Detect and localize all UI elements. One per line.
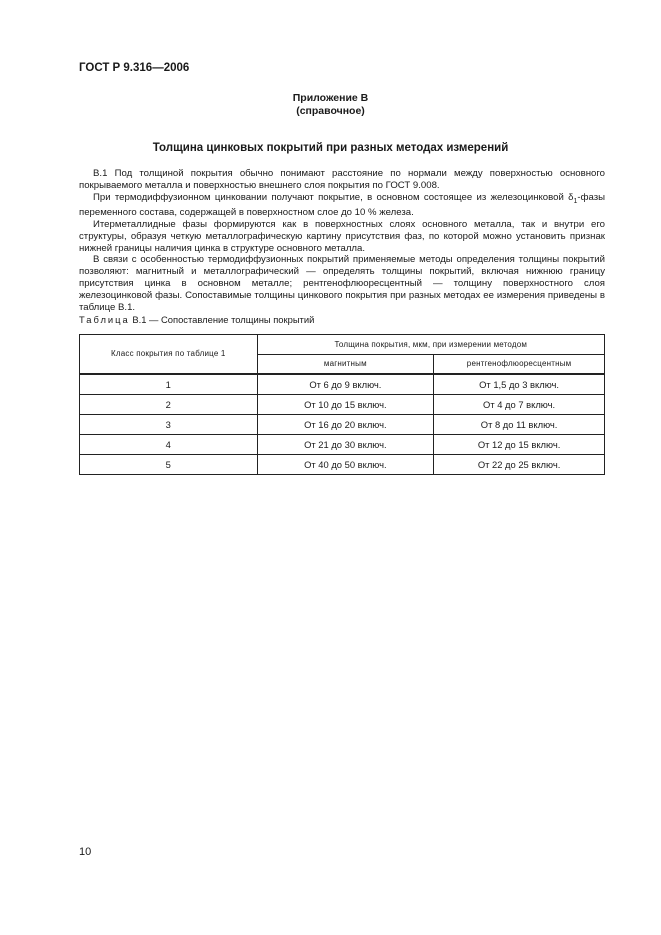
header-thickness: Толщина покрытия, мкм, при измерении методом: [257, 335, 604, 355]
cell-class: 2: [80, 394, 258, 414]
cell-magnetic: От 10 до 15 включ.: [257, 394, 434, 414]
header-class: Класс покрытия по таблице 1: [80, 335, 258, 374]
table-caption: [79, 314, 314, 325]
body-text: [79, 168, 605, 313]
table-row: [80, 394, 605, 414]
cell-class: 1: [80, 374, 258, 395]
paragraph: Итерметаллидные фазы формируются как в поверхностных слоях основного металла, так и внутри его структуры, образуя четкую металлографическую картину присутствия фаз, по которой можно установить признак нижней границы наличия цинка в структуре основного металла.: [79, 219, 605, 254]
annex-title: Приложение В: [292, 92, 369, 104]
header-magnetic: магнитным: [257, 355, 434, 374]
table-row: [80, 434, 605, 454]
paragraph: В связи с особенностью термодиффузионных покрытий применяемые методы определения толщины покрытий позволяют: магнитный и металлографический — определять толщины покрытий, включая нижнюю границу присутствия цинка в основном металле; рентгенофлюоресцентный — толщину поверхностного слоя железоцинковой фазы. Сопоставимые толщины цинкового покрытия при разных методах ее измерения приведены в таблице В.1.: [79, 254, 605, 313]
subscript: 1: [573, 197, 578, 205]
annex-subtitle: (справочное): [296, 105, 365, 117]
page-number: 10: [79, 846, 92, 858]
cell-xrf: От 12 до 15 включ.: [434, 434, 605, 454]
table-row: [80, 414, 605, 434]
cell-class: 3: [80, 414, 258, 434]
cell-magnetic: От 40 до 50 включ.: [257, 454, 434, 474]
cell-xrf: От 4 до 7 включ.: [434, 394, 605, 414]
table-row: [80, 374, 605, 395]
paragraph: [79, 192, 605, 220]
table-caption-label: Таблица: [79, 314, 130, 325]
cell-magnetic: От 16 до 20 включ.: [257, 414, 434, 434]
table-row: [80, 454, 605, 474]
cell-xrf: От 8 до 11 включ.: [434, 414, 605, 434]
cell-class: 4: [80, 434, 258, 454]
cell-magnetic: От 21 до 30 включ.: [257, 434, 434, 454]
cell-xrf: От 1,5 до 3 включ.: [434, 374, 605, 395]
header-xrf: рентгенофлюоресцентным: [434, 355, 605, 374]
table-caption-text: В.1 — Сопоставление толщины покрытий: [132, 314, 315, 325]
cell-magnetic: От 6 до 9 включ.: [257, 374, 434, 395]
paragraph-part: При термодиффузионном цинковании получают покрытие, в основном состоящее из железоцинковой δ: [93, 191, 574, 203]
annex-heading: [0, 92, 661, 118]
section-title: Толщина цинковых покрытий при разных методах измерений: [152, 142, 509, 154]
document-code: ГОСТ Р 9.316—2006: [79, 62, 190, 74]
cell-class: 5: [80, 454, 258, 474]
paragraph-part: -фазы переменного состава, содержащей в поверхностном слое до 10 % железа.: [79, 191, 605, 219]
paragraph: В.1 Под толщиной покрытия обычно понимают расстояние по нормали между поверхностью основного покрываемого металла и поверхностью внешнего слоя покрытия по ГОСТ 9.008.: [79, 168, 605, 191]
thickness-table: [79, 334, 605, 475]
cell-xrf: От 22 до 25 включ.: [434, 454, 605, 474]
